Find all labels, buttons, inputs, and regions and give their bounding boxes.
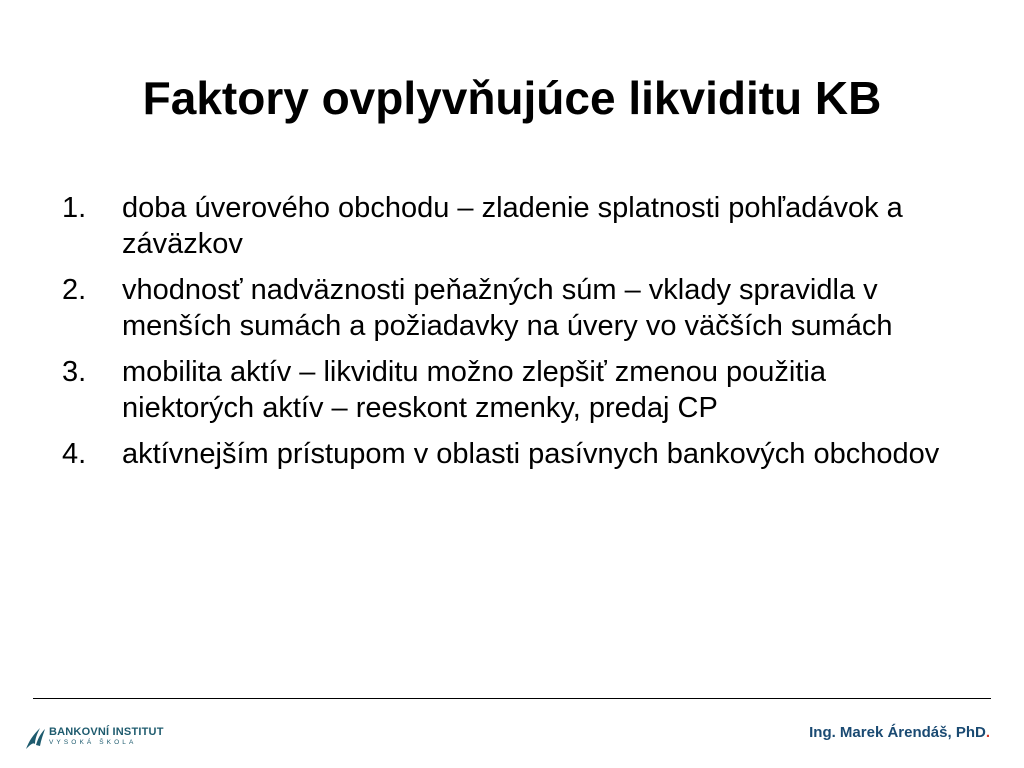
author-name: Ing. Marek Árendáš, PhD xyxy=(809,724,986,741)
bankovni-institut-logo xyxy=(24,722,164,752)
logo-subtitle: VYSOKÁ ŠKOLA xyxy=(49,739,137,747)
list-text: doba úverového obchodu – zladenie splatnosti pohľadávok a záväzkov xyxy=(122,192,903,260)
list-item xyxy=(62,272,962,344)
logo-name: BANKOVNÍ INSTITUT xyxy=(49,726,164,739)
list-number: 1. xyxy=(62,192,87,224)
list-number: 4. xyxy=(62,438,87,470)
list-item xyxy=(62,354,962,426)
list-item xyxy=(62,190,962,262)
list-number: 2. xyxy=(62,274,87,306)
list-text: vhodnosť nadväznosti peňažných súm – vklady spravidla v menších sumách a požiadavky na úvery vo väčších sumách xyxy=(122,274,893,342)
list-text: mobilita aktív – likviditu možno zlepšiť zmenou použitia niektorých aktív – reeskont zmenky, predaj CP xyxy=(122,356,826,424)
list-number: 3. xyxy=(62,356,87,388)
institute-emblem-icon xyxy=(24,724,46,750)
slide-title: Faktory ovplyvňujúce likviditu KB xyxy=(142,72,882,124)
author-dot: . xyxy=(985,724,990,741)
list-text: aktívnejším prístupom v oblasti pasívnych bankových obchodov xyxy=(122,438,940,470)
list-item xyxy=(62,436,962,472)
factor-list xyxy=(62,190,962,482)
author-credit xyxy=(809,724,990,741)
footer-divider xyxy=(33,698,991,699)
